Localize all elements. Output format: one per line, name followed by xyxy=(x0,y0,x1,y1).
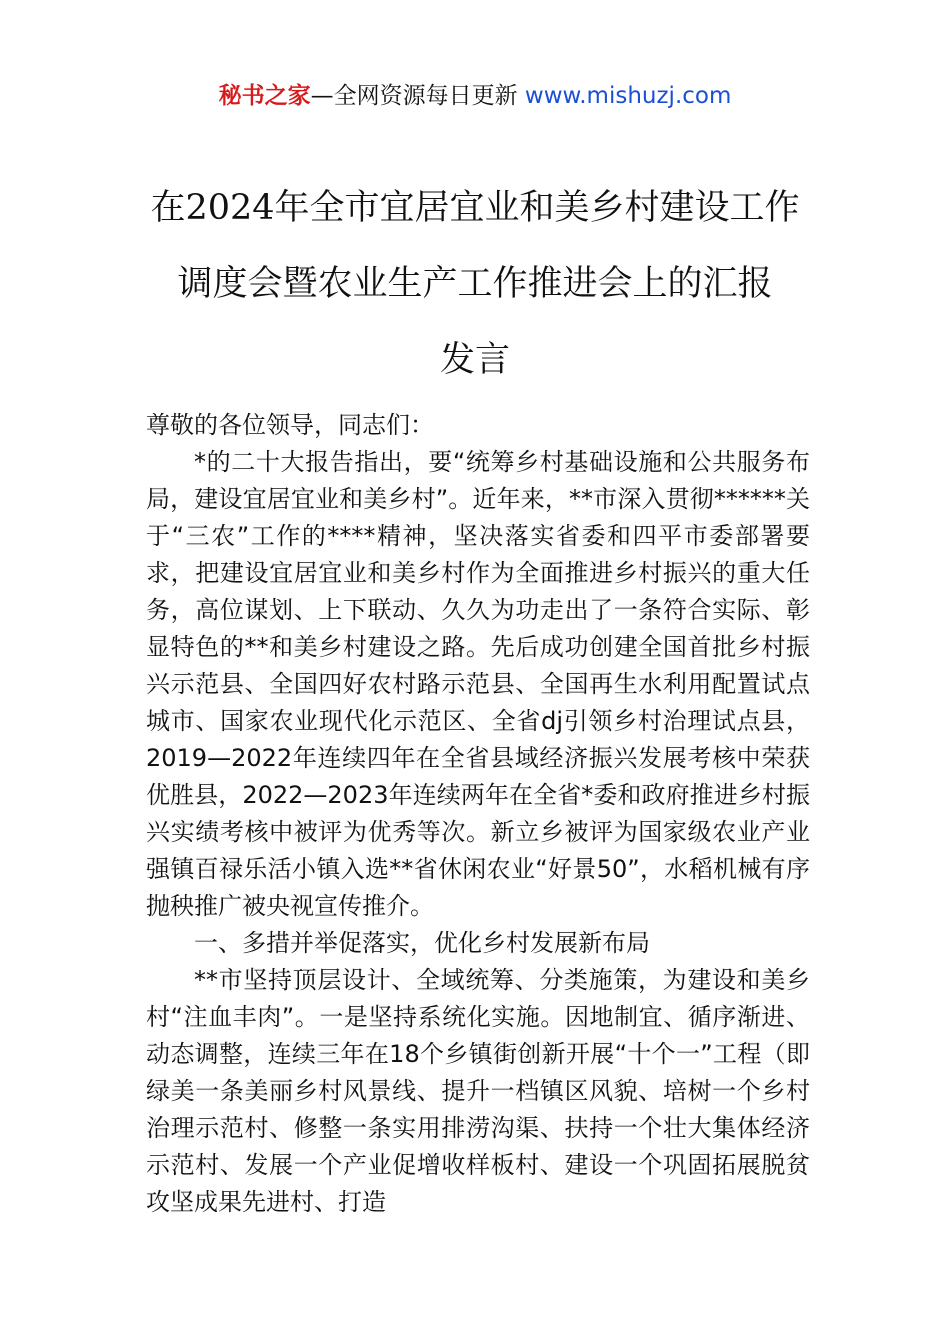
document-body xyxy=(146,407,810,1221)
document-title xyxy=(100,170,850,398)
title-line-2: 调度会暨农业生产工作推进会上的汇报 xyxy=(177,264,773,304)
paragraph-section-1: **市坚持顶层设计、全域统筹、分类施策，为建设和美乡村“注血丰肉”。一是坚持系统化实施。因地制宜、循序渐进、动态调整，连续三年在18个乡镇街创新开展“十个一”工程（即绿美一条美丽乡村风景线、提升一档镇区风貌、培树一个乡村治理示范村、修整一条实用排涝沟渠、扶持一个壮大集体经济示范村、发展一个产业促增收样板村、建设一个巩固拓展脱贫攻坚成果先进村、打造 xyxy=(146,966,810,1216)
salutation: 尊敬的各位领导，同志们： xyxy=(146,411,434,439)
site-tagline: —全网资源每日更新 xyxy=(310,83,525,109)
site-header xyxy=(0,80,950,112)
section-heading-1: 一、多措并举促落实，优化乡村发展新布局 xyxy=(194,929,650,957)
site-brand: 秘书之家 xyxy=(218,83,311,109)
title-line-3: 发言 xyxy=(439,340,510,380)
title-line-1: 在2024年全市宜居宜业和美乡村建设工作 xyxy=(150,188,800,228)
paragraph-intro: *的二十大报告指出，要“统筹乡村基础设施和公共服务布局，建设宜居宜业和美乡村”。近年来，**市深入贯彻******关于“三农”工作的****精神，坚决落实省委和四平市委部署要求，把建设宜居宜业和美乡村作为全面推进乡村振兴的重大任务，高位谋划、上下联动、久久为功走出了一条符合实际、彰显特色的**和美乡村建设之路。先后成功创建全国首批乡村振兴示范县、全国四好农村路示范县、全国再生水利用配置试点城市、国家农业现代化示范区、全省dj引领乡村治理试点县，2019—2022年连续四年在全省县域经济振兴发展考核中荣获优胜县，2022—2023年连续两年在全省*委和政府推进乡村振兴实绩考核中被评为优秀等次。新立乡被评为国家级农业产业强镇百禄乐活小镇入选**省休闲农业“好景50”，水稻机械有序抛秧推广被央视宣传推介。 xyxy=(146,448,810,920)
site-url-link[interactable]: www.mishuzj.com xyxy=(524,83,732,109)
